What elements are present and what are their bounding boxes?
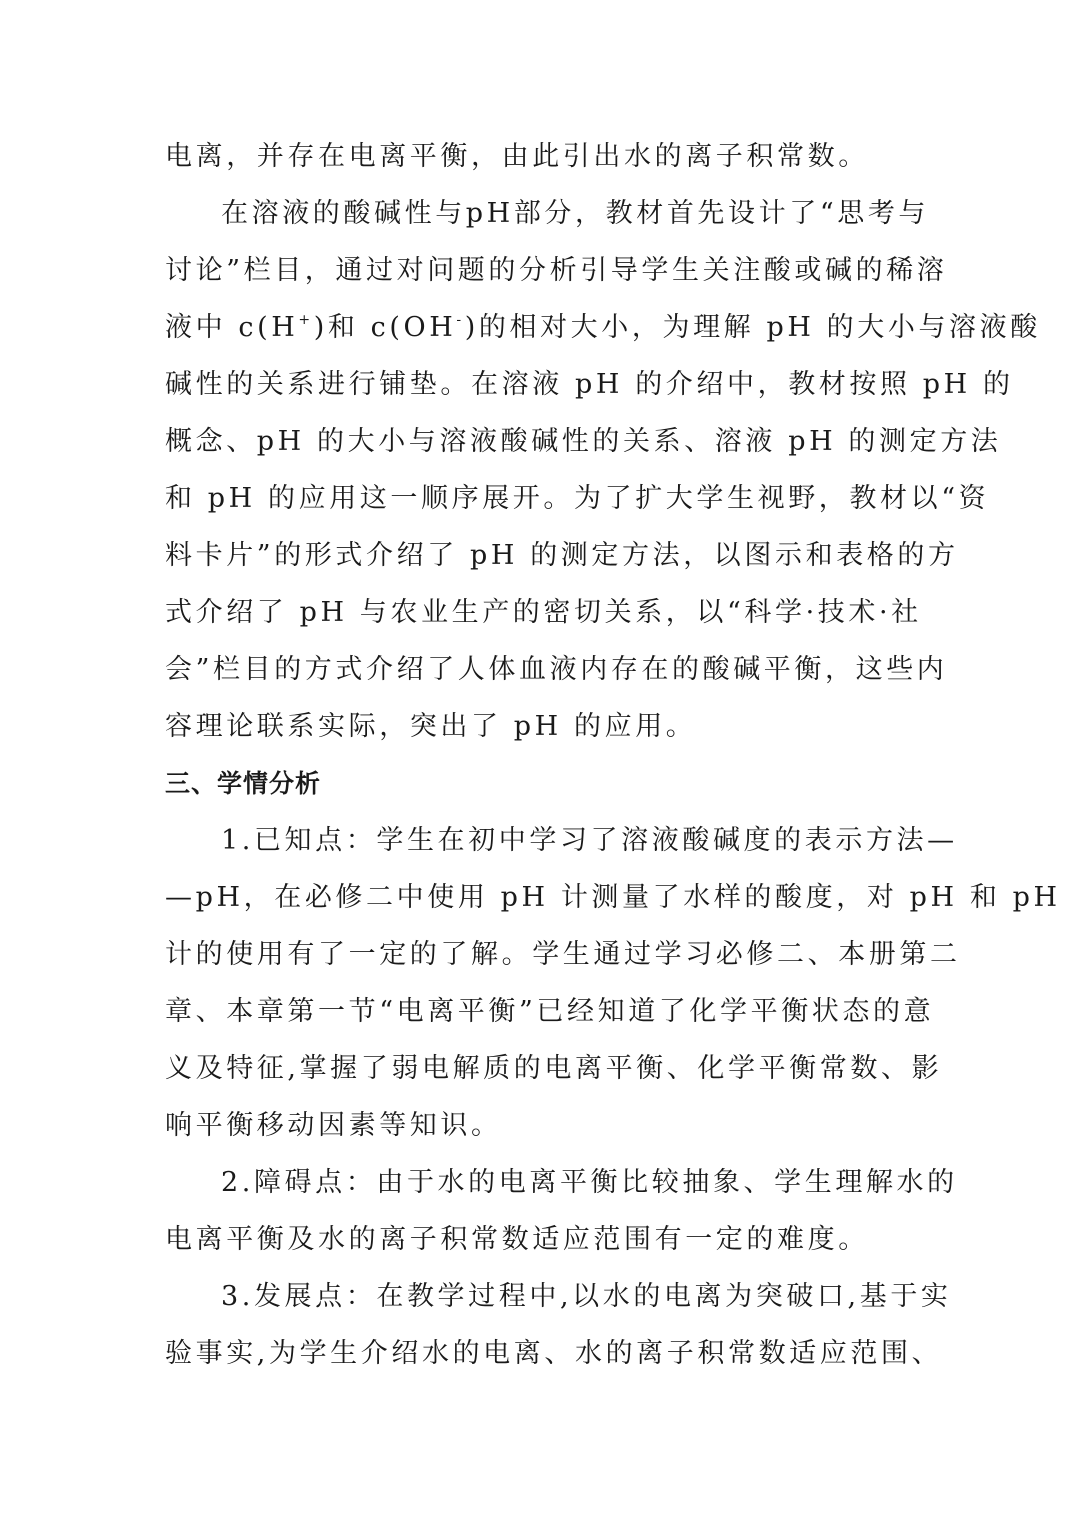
paragraph-line: 2.障碍点：由于水的电离平衡比较抽象、学生理解水的 <box>221 1167 958 1198</box>
paragraph-line: 响平衡移动因素等知识。 <box>165 1110 502 1141</box>
paragraph-line: 电离，并存在电离平衡，由此引出水的离子积常数。 <box>165 141 869 172</box>
text-segment: 液中 c(H <box>165 312 299 343</box>
text-segment: )的相对大小，为理解 pH 的大小与溶液酸 <box>464 312 1041 343</box>
paragraph-line: 在溶液的酸碱性与pH部分，教材首先设计了“思考与 <box>221 198 930 229</box>
paragraph-line: 和 pH 的应用这一顺序展开。为了扩大学生视野，教材以“资 <box>165 483 990 514</box>
paragraph-line: 料卡片”的形式介绍了 pH 的测定方法，以图示和表格的方 <box>165 540 959 571</box>
paragraph-line: 碱性的关系进行铺垫。在溶液 pH 的介绍中，教材按照 pH 的 <box>165 369 1014 400</box>
paragraph-line: 3.发展点：在教学过程中,以水的电离为突破口,基于实 <box>221 1281 952 1312</box>
paragraph-line: 电离平衡及水的离子积常数适应范围有一定的难度。 <box>165 1224 869 1255</box>
paragraph-line: 1.已知点：学生在初中学习了溶液酸碱度的表示方法— <box>221 825 958 856</box>
superscript-plus: + <box>298 312 314 328</box>
paragraph-line: 验事实,为学生介绍水的电离、水的离子积常数适应范围、 <box>165 1338 943 1369</box>
paragraph-line: 会”栏目的方式介绍了人体血液内存在的酸碱平衡，这些内 <box>165 654 948 685</box>
section-heading: 三、学情分析 <box>165 769 322 798</box>
text-segment: )和 c(OH <box>313 312 457 343</box>
paragraph-line-with-ions <box>165 299 1041 356</box>
paragraph-line: 章、本章第一节“电离平衡”已经知道了化学平衡状态的意 <box>165 996 935 1027</box>
document-page <box>165 128 1061 1382</box>
superscript-minus: - <box>456 312 465 328</box>
paragraph-line: —pH，在必修二中使用 pH 计测量了水样的酸度，对 pH 和 pH <box>165 882 1061 913</box>
paragraph-line: 义及特征,掌握了弱电解质的电离平衡、化学平衡常数、影 <box>165 1053 943 1084</box>
paragraph-line: 讨论”栏目，通过对问题的分析引导学生关注酸或碱的稀溶 <box>165 255 948 286</box>
paragraph-line: 计的使用有了一定的了解。学生通过学习必修二、本册第二 <box>165 939 961 970</box>
paragraph-line: 概念、pH 的大小与溶液酸碱性的关系、溶液 pH 的测定方法 <box>165 426 1002 457</box>
paragraph-line: 式介绍了 pH 与农业生产的密切关系，以“科学·技术·社 <box>165 597 922 628</box>
paragraph-line: 容理论联系实际，突出了 pH 的应用。 <box>165 711 697 742</box>
